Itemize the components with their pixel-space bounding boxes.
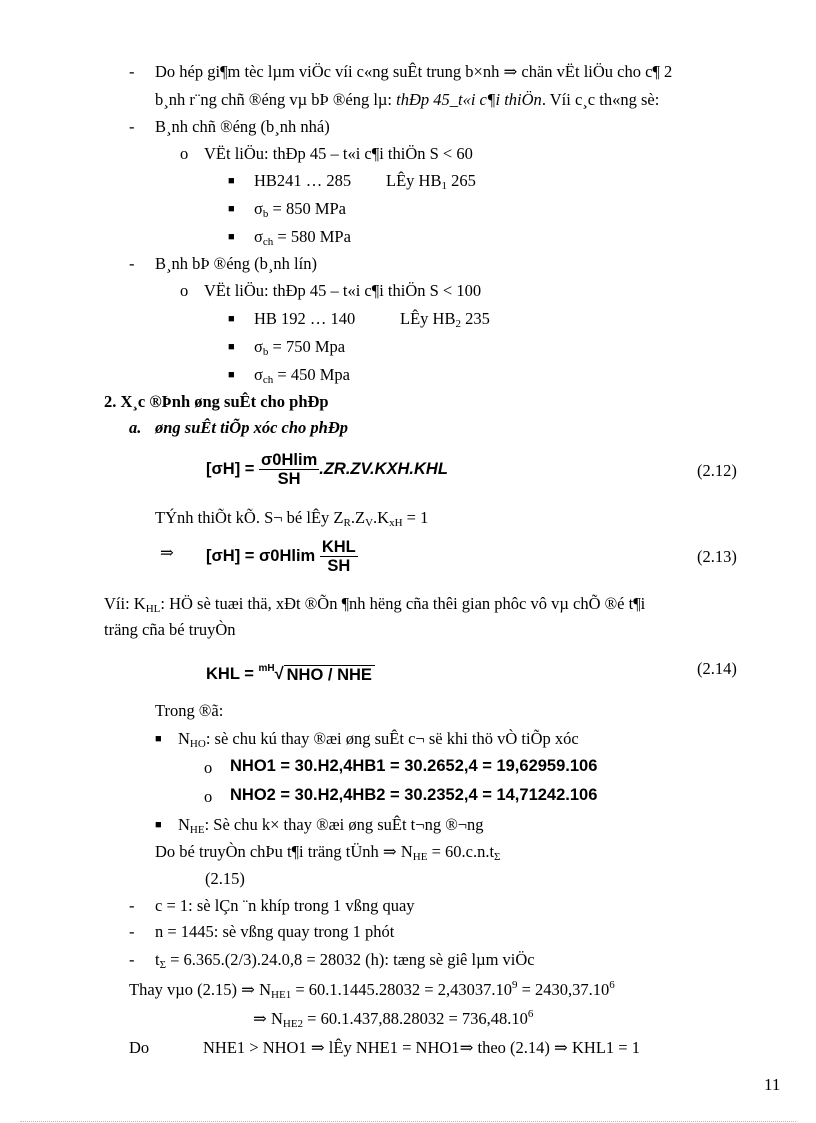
nho2-equation: NHO2 = 30.H2,4HB2 = 30.2352,4 = 14,71242.106 (230, 786, 598, 804)
substitution-line-1: Thay vµo (2.15) ⇒ $N_{HE1} = 60.1.1445.28032 = 2,43037.10^9 = 2430,37.10^6$ (129, 979, 615, 1001)
bullet-dash: - (129, 896, 135, 915)
nho-definition: $N_{HO}$: sè chu kú thay ®æi øng suÊt c¬ së khi thö vÒ tiÕp xóc (178, 729, 579, 750)
bullet-dash: - (129, 950, 135, 969)
bullet-square: ■ (228, 175, 235, 187)
param-n: n = 1445: sè vßng quay trong 1 phót (155, 922, 395, 941)
bullet-dash: - (129, 254, 135, 273)
equation-label-2-12: (2.12) (697, 461, 737, 480)
large-gear-title: B¸nh bÞ ®éng (b¸nh lín) (155, 254, 317, 273)
bullet-dash: - (129, 62, 135, 81)
small-gear-hb-range: HB241 … 285 (254, 171, 352, 190)
conclusion-do: Do (129, 1038, 150, 1057)
bullet-circle: o (204, 787, 213, 806)
equation-label-2-14: (2.14) (697, 659, 737, 678)
large-gear-hb-take: LÊy $HB_2$ 235 (400, 309, 490, 330)
bullet-square: ■ (228, 203, 235, 215)
large-gear-hb-range: HB 192 … 140 (254, 309, 356, 328)
trong-do-label: Trong ®ã: (155, 701, 224, 720)
static-load-line: Do bé truyÒn chÞu t¶i träng tÜnh ⇒ $N_{HE} = 60.c.n.t_\Sigma$ (155, 842, 501, 863)
param-c: c = 1: sè lÇn ¨n khíp trong 1 vßng quay (155, 896, 415, 915)
conclusion-line: NHE1 > NHO1 ⇒ lÊy NHE1 = NHO1⇒ theo (2.14) ⇒ KHL1 = 1 (203, 1038, 640, 1057)
small-gear-sigma-ch: $\sigma_{ch} = 580$ MPa (254, 227, 351, 248)
design-note: TÝnh thiÕt kÕ. S¬ bé lÊy $Z_R.Z_V.K_{xH} = 1$ (155, 508, 429, 529)
bullet-circle: o (180, 281, 189, 300)
small-gear-hb-take: LÊy $HB_1$ 265 (386, 171, 476, 192)
bullet-square: ■ (228, 369, 235, 381)
equation-2-12: [σH] = $\frac{\sigma 0Hlim}{SH}$ .ZR.ZV.KXH.KHL (206, 451, 448, 489)
equation-2-13: [σH] = σ0Hlim $\frac{\text{KHL}}{SH}$ (206, 538, 356, 576)
param-t: $t_\Sigma = 6.365.(2/3).24.0,8 = 28032$ (h): tæng sè giê lµm viÖc (155, 950, 535, 971)
section-heading: 2. X¸c ®Þnh øng suÊt cho phÐp (104, 392, 329, 411)
page-number: 11 (764, 1075, 781, 1094)
bullet-circle: o (180, 144, 189, 163)
subheading-letter: a. (129, 418, 142, 437)
bullet-dash: - (129, 117, 135, 136)
bullet-square: ■ (155, 819, 162, 831)
large-gear-sigma-ch: $\sigma_{ch} = 450$ Mpa (254, 365, 350, 386)
intro-line-2: b¸nh r¨ng chñ ®éng vµ bÞ ®éng lµ: thÐp 45_t«i c¶i thiÖn. Víi c¸c th«ng sè: (155, 90, 660, 109)
bullet-square: ■ (228, 313, 235, 325)
khl-definition-line-1: Víi: $K_{HL}$: HÖ sè tuæi thä, xÐt ®Õn ¶nh hëng cña thêi gian phôc vô vµ chÕ ®é t¶i (104, 594, 646, 615)
equation-label-2-15: (2.15) (205, 869, 245, 888)
nhe-definition: $N_{HE}$: Sè chu k× thay ®æi øng suÊt t¬ng ®¬ng (178, 815, 484, 836)
bullet-square: ■ (228, 231, 235, 243)
small-gear-material: VËt liÖu: thÐp 45 – t«i c¶i thiÖn S < 60 (204, 144, 473, 163)
bullet-circle: o (204, 758, 213, 777)
implies-arrow: ⇒ (160, 543, 174, 562)
bullet-square: ■ (155, 733, 162, 745)
nho1-equation: NHO1 = 30.H2,4HB1 = 30.2652,4 = 19,62959.106 (230, 757, 598, 775)
small-gear-title: B¸nh chñ ®éng (b¸nh nhá) (155, 117, 330, 136)
substitution-line-2: ⇒ $N_{HE2} = 60.1.437,88.28032 = 736,48.10^6$ (253, 1008, 534, 1030)
small-gear-sigma-b: $\sigma_b = 850$ MPa (254, 199, 347, 220)
large-gear-material: VËt liÖu: thÐp 45 – t«i c¶i thiÖn S < 100 (204, 281, 482, 300)
bullet-dash: - (129, 922, 135, 941)
equation-2-14: KHL = $^{mH}$√ NHO / NHE (206, 645, 375, 698)
intro-line-1: Do hép gi¶m tèc lµm viÖc víi c«ng suÊt trung b×nh ⇒ chän vËt liÖu cho c¶ 2 (155, 62, 673, 81)
subheading: øng suÊt tiÕp xóc cho phÐp (155, 418, 348, 437)
khl-definition-line-2: träng cña bé truyÒn (104, 620, 236, 639)
equation-label-2-13: (2.13) (697, 547, 737, 566)
large-gear-sigma-b: $\sigma_b = 750$ Mpa (254, 337, 346, 358)
footer-divider (20, 1121, 796, 1122)
bullet-square: ■ (228, 341, 235, 353)
